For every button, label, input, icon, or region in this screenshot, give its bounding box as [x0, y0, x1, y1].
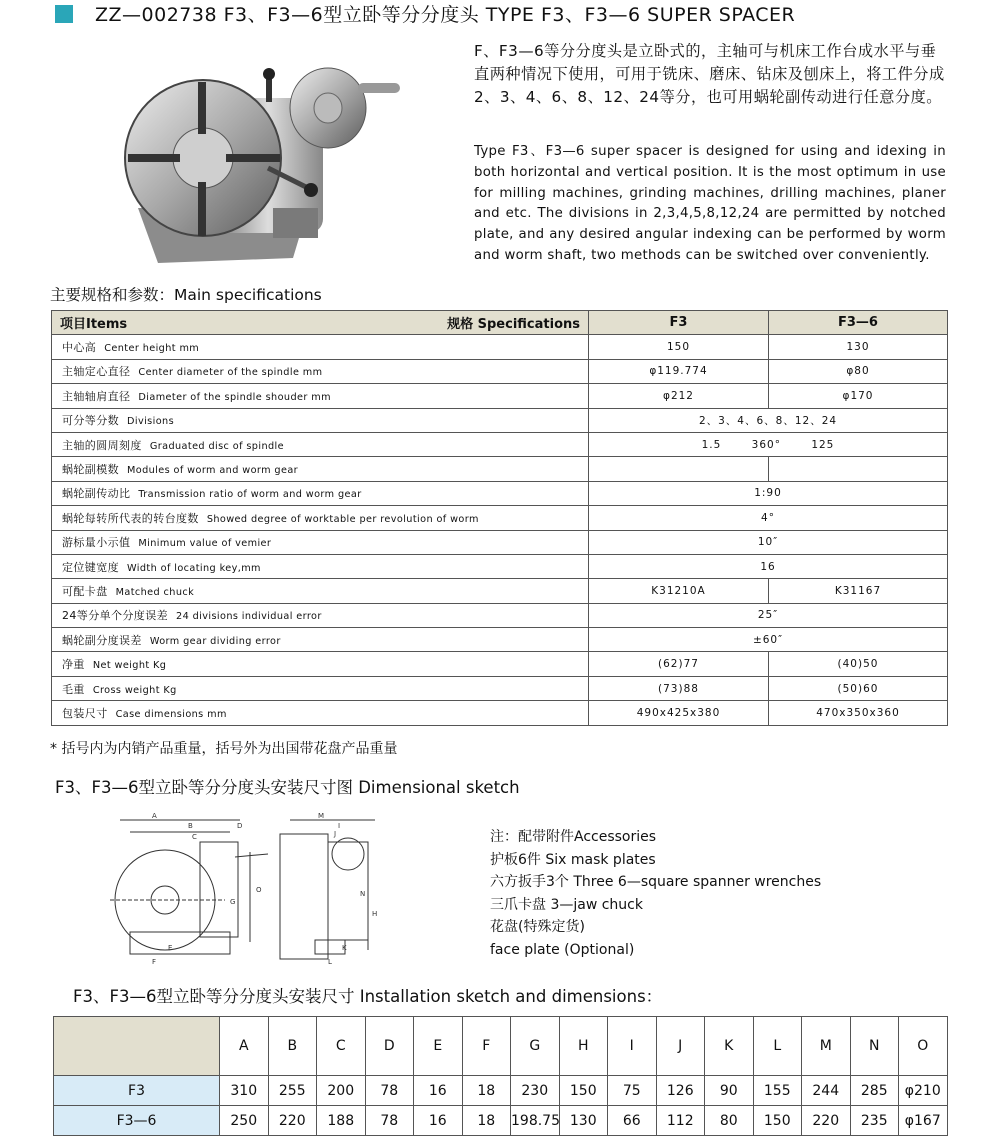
spec-item-en: Center diameter of the spindle mm — [138, 367, 323, 379]
spec-item-en: Width of locating key,mm — [127, 562, 261, 574]
accessory-line: 注：配带附件Accessories — [490, 829, 657, 845]
spec-item-en: Center height mm — [104, 343, 200, 355]
sketch-label-e: E — [168, 944, 173, 952]
spec-value-merged: ±60″ — [589, 628, 948, 652]
spec-item-en: Minimum value of vemier — [138, 538, 272, 550]
spec-table — [51, 310, 948, 726]
spec-value-f36: 470x350x360 — [769, 701, 948, 725]
spec-item-name — [52, 432, 589, 456]
spec-item-cn: 24等分单个分度误差 — [62, 609, 168, 623]
spec-value-f36 — [769, 457, 948, 481]
dim-cell: φ167 — [899, 1106, 948, 1136]
spec-row — [52, 335, 948, 359]
spec-item-name — [52, 603, 589, 627]
spec-item-name — [52, 457, 589, 481]
spec-item-cn: 主轴轴肩直径 — [62, 389, 131, 403]
dim-column-header: E — [414, 1017, 463, 1076]
dim-cell: 244 — [802, 1076, 851, 1106]
intro-english: Type F3、F3—6 super spacer is designed for using and idexing in both horizontal and vertical position. It is the most optimum in use for milling machines, grinding machines, drilling machines, planer and etc. The divisions in 2,3,4,5,8,12,24 are permitted by notched plate, and any desired angular indexing can be performed by worm and worm shaft, two methods can be switched over conveniently. — [474, 144, 946, 263]
dim-cell: 150 — [559, 1076, 608, 1106]
spec-row — [52, 506, 948, 530]
sketch-label-l: L — [328, 958, 332, 966]
dim-column-header: A — [220, 1017, 269, 1076]
dim-cell: 255 — [268, 1076, 317, 1106]
spec-item-en: Case dimensions mm — [115, 708, 227, 720]
sketch-label-k: K — [342, 944, 347, 952]
dim-column-header: G — [511, 1017, 560, 1076]
sketch-label-d: D — [237, 822, 243, 830]
spec-item-name — [52, 676, 589, 700]
spec-item-en: Worm gear dividing error — [149, 635, 281, 647]
dim-cell: 126 — [656, 1076, 705, 1106]
spec-row — [52, 432, 948, 456]
spec-item-cn: 毛重 — [62, 682, 85, 696]
spec-value-merged: 10″ — [589, 530, 948, 554]
weight-note: * 括号内为内销产品重量，括号外为出国带花盘产品重量 — [50, 741, 398, 757]
dim-cell: 78 — [365, 1106, 414, 1136]
spec-item-name — [52, 652, 589, 676]
spec-item-en: Cross weight Kg — [92, 684, 177, 696]
sketch-title: F3、F3—6型立卧等分分度头安装尺寸图 Dimensional sketch — [55, 778, 520, 797]
installation-table — [53, 1016, 948, 1136]
dim-column-header: B — [268, 1017, 317, 1076]
spec-item-cn: 可分等分数 — [62, 414, 119, 428]
header-spec-label: 规格 Specifications — [447, 317, 580, 333]
sketch-label-c: C — [192, 833, 197, 841]
spec-value-f3 — [589, 457, 769, 481]
spec-row — [52, 384, 948, 408]
sketch-label-h: H — [372, 910, 378, 918]
spec-value-merged: 16 — [589, 554, 948, 578]
dim-column-header: H — [559, 1017, 608, 1076]
dim-column-header: N — [850, 1017, 899, 1076]
spec-value-f36: (40)50 — [769, 652, 948, 676]
dim-cell: 200 — [317, 1076, 366, 1106]
sketch-label-n: N — [360, 890, 366, 898]
dim-row-label: F3 — [54, 1076, 220, 1106]
spec-row — [52, 554, 948, 578]
spec-item-name — [52, 554, 589, 578]
spec-value-merged: 1:90 — [589, 481, 948, 505]
dim-cell: 198.75 — [511, 1106, 560, 1136]
dim-cell: 150 — [753, 1106, 802, 1136]
spec-value-f36: φ80 — [769, 359, 948, 383]
header-accent-square — [55, 5, 73, 23]
spec-item-cn: 蜗轮每转所代表的转台度数 — [62, 511, 199, 525]
dim-cell: 18 — [462, 1106, 511, 1136]
spec-item-name — [52, 628, 589, 652]
sketch-label-m: M — [318, 812, 325, 820]
dim-column-header: M — [802, 1017, 851, 1076]
spec-item-cn: 主轴的圆周刻度 — [62, 438, 142, 452]
spec-item-cn: 蜗轮副模数 — [62, 463, 119, 477]
spec-item-name — [52, 481, 589, 505]
spec-value-merged: 2、3、4、6、8、12、24 — [589, 408, 948, 432]
spec-item-en: Showed degree of worktable per revolution of worm — [206, 513, 479, 525]
dim-cell: 230 — [511, 1076, 560, 1106]
dim-cell: 220 — [268, 1106, 317, 1136]
spec-item-name — [52, 579, 589, 603]
spec-value-f3: (62)77 — [589, 652, 769, 676]
header-items-label: 项目Items — [60, 317, 128, 333]
sketch-label-o: O — [256, 886, 262, 894]
accessory-line: 六方扳手3个 Three 6—square spanner wrenches — [490, 874, 822, 891]
dim-cell: 16 — [414, 1106, 463, 1136]
dim-column-header: F — [462, 1017, 511, 1076]
spec-row — [52, 579, 948, 603]
spec-item-en: Diameter of the spindle shouder mm — [138, 391, 331, 403]
dim-cell: 285 — [850, 1076, 899, 1106]
spec-value-f3: 150 — [589, 335, 769, 359]
spec-row — [52, 481, 948, 505]
spec-header-items — [52, 311, 589, 335]
spec-value-f36: φ170 — [769, 384, 948, 408]
dim-column-header: I — [608, 1017, 657, 1076]
spec-value-f3: K31210A — [589, 579, 769, 603]
sketch-label-b: B — [188, 822, 193, 830]
dim-cell: 155 — [753, 1076, 802, 1106]
dim-column-header: J — [656, 1017, 705, 1076]
dim-cell: 66 — [608, 1106, 657, 1136]
dim-column-header: K — [705, 1017, 754, 1076]
dim-cell: 90 — [705, 1076, 754, 1106]
spec-item-cn: 净重 — [62, 658, 85, 672]
sketch-label-g: G — [230, 898, 236, 906]
spec-item-en: Modules of worm and worm gear — [127, 465, 299, 477]
spec-row — [52, 701, 948, 725]
accessory-line: face plate (Optional) — [490, 941, 635, 958]
spec-value-f36: 130 — [769, 335, 948, 359]
spec-row — [52, 359, 948, 383]
sketch-label-a: A — [152, 812, 157, 820]
dim-cell: 220 — [802, 1106, 851, 1136]
spec-item-cn: 可配卡盘 — [62, 584, 108, 598]
spec-row — [52, 457, 948, 481]
dim-row-label: F3—6 — [54, 1106, 220, 1136]
spec-item-cn: 蜗轮副传动比 — [62, 487, 131, 501]
spec-item-cn: 游标量小示值 — [62, 536, 131, 550]
spec-row — [52, 628, 948, 652]
intro-chinese: F、F3—6等分分度头是立卧式的，主轴可与机床工作台成水平与垂直两种情况下使用，可用于铣床、磨床、钻床及刨床上，将工件分成2、3、4、6、8、12、24等分，也可用蜗轮副传动进行任意分度。 — [474, 42, 945, 106]
accessory-line: 护板6件 Six mask plates — [490, 851, 656, 868]
spec-item-en: Matched chuck — [115, 586, 195, 598]
dim-cell: 75 — [608, 1076, 657, 1106]
dimensional-sketch — [90, 812, 470, 968]
dim-cell: 80 — [705, 1106, 754, 1136]
spec-item-cn: 中心高 — [62, 341, 97, 355]
spec-item-name — [52, 384, 589, 408]
spec-row — [52, 676, 948, 700]
spec-item-name — [52, 701, 589, 725]
spec-item-cn: 蜗轮副分度误差 — [62, 633, 142, 647]
installation-title: F3、F3—6型立卧等分分度头安装尺寸 Installation sketch and dimensions： — [73, 987, 663, 1006]
spec-row — [52, 603, 948, 627]
dim-corner-cell — [54, 1017, 220, 1076]
dim-cell: 16 — [414, 1076, 463, 1106]
sketch-label-f: F — [152, 958, 157, 966]
spec-value-f3: (73)88 — [589, 676, 769, 700]
sketch-label-j: J — [334, 830, 337, 838]
dim-cell: 78 — [365, 1076, 414, 1106]
spec-row — [52, 652, 948, 676]
spec-value-f36: (50)60 — [769, 676, 948, 700]
dim-cell: φ210 — [899, 1076, 948, 1106]
spec-value-merged: 25″ — [589, 603, 948, 627]
spec-item-en: Transmission ratio of worm and worm gear — [138, 489, 362, 501]
product-photo — [118, 58, 408, 270]
spec-item-name — [52, 506, 589, 530]
dim-cell: 310 — [220, 1076, 269, 1106]
dim-cell: 112 — [656, 1106, 705, 1136]
spec-item-en: Graduated disc of spindle — [149, 440, 284, 452]
spec-value-f3: φ119.774 — [589, 359, 769, 383]
spec-row — [52, 408, 948, 432]
spec-value-f3: 490x425x380 — [589, 701, 769, 725]
spec-heading: 主要规格和参数：Main specifications — [50, 286, 322, 304]
spec-item-cn: 主轴定心直径 — [62, 365, 131, 379]
spec-item-en: Divisions — [127, 416, 175, 428]
dim-column-header: D — [365, 1017, 414, 1076]
spec-item-cn: 定位键宽度 — [62, 560, 119, 574]
dim-row — [54, 1106, 948, 1136]
spec-value-merged: 1.5 360° 125 — [589, 432, 948, 456]
spec-header-f36: F3—6 — [769, 311, 948, 335]
dim-column-header: O — [899, 1017, 948, 1076]
dim-cell: 130 — [559, 1106, 608, 1136]
sketch-label-i: I — [338, 822, 341, 830]
dim-cell: 250 — [220, 1106, 269, 1136]
spec-item-en: Net weight Kg — [92, 660, 167, 672]
dim-cell: 188 — [317, 1106, 366, 1136]
spec-value-f3: φ212 — [589, 384, 769, 408]
spec-item-name — [52, 530, 589, 554]
spec-item-name — [52, 408, 589, 432]
spec-header-row — [52, 311, 948, 335]
dim-column-header: C — [317, 1017, 366, 1076]
accessories-list — [490, 826, 821, 962]
accessory-line: 花盘(特殊定货) — [490, 919, 585, 936]
page-title: ZZ—002738 F3、F3—6型立卧等分分度头 TYPE F3、F3—6 SUPER SPACER — [95, 4, 796, 26]
spec-item-en: 24 divisions individual error — [176, 611, 322, 623]
spec-item-name — [52, 335, 589, 359]
dim-cell: 235 — [850, 1106, 899, 1136]
spec-value-f36: K31167 — [769, 579, 948, 603]
spec-value-merged: 4° — [589, 506, 948, 530]
dim-column-header: L — [753, 1017, 802, 1076]
dim-row — [54, 1076, 948, 1106]
spec-header-f3: F3 — [589, 311, 769, 335]
dim-header-row — [54, 1017, 948, 1076]
spec-item-name — [52, 359, 589, 383]
spec-row — [52, 530, 948, 554]
spec-item-cn: 包装尺寸 — [62, 706, 108, 720]
dim-cell: 18 — [462, 1076, 511, 1106]
accessory-line: 三爪卡盘 3—jaw chuck — [490, 896, 643, 913]
